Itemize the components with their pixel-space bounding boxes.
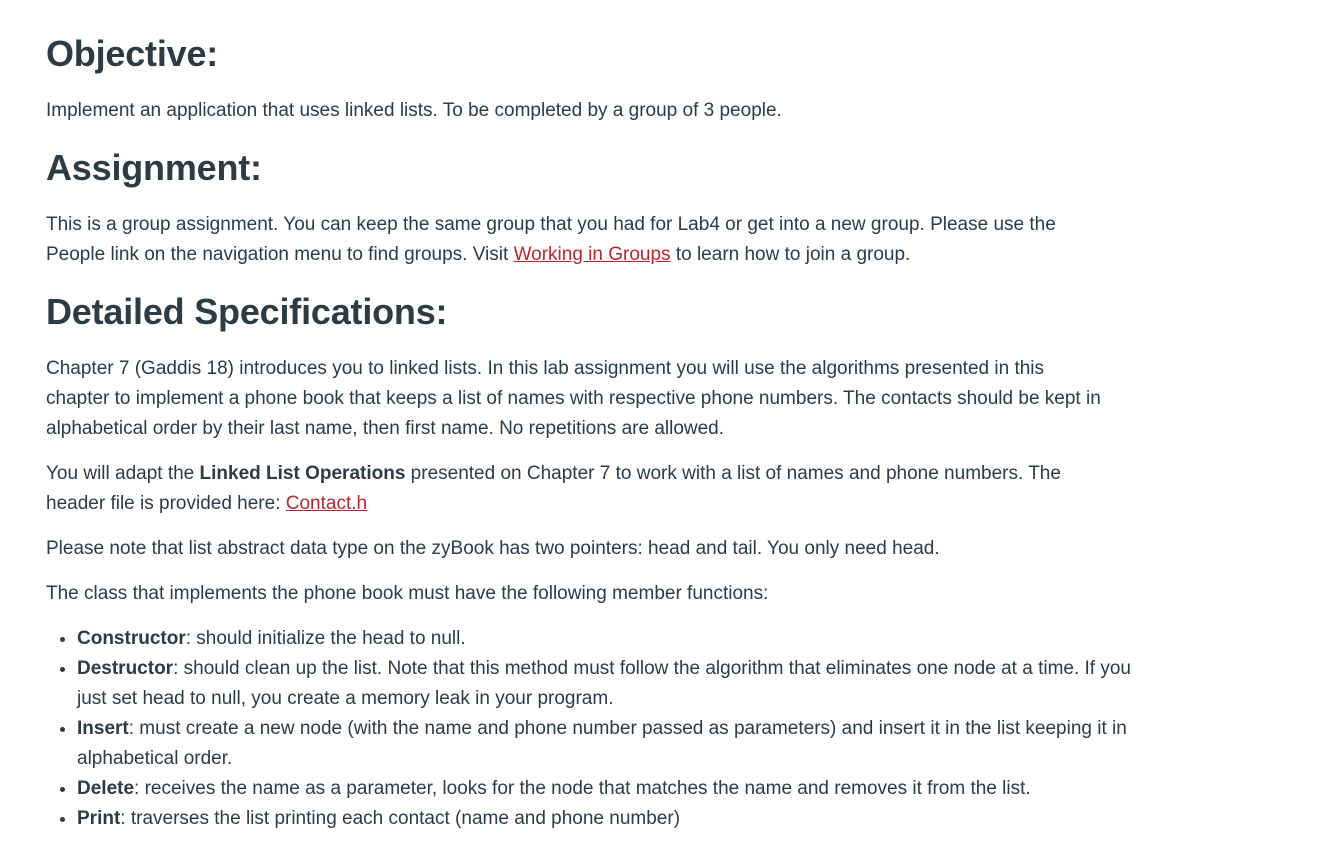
member-desc: : should initialize the head to null. xyxy=(185,628,466,649)
objective-heading: Objective: xyxy=(46,33,219,74)
member-name: Print xyxy=(77,808,121,829)
detailed-paragraph-2-start: You will adapt the xyxy=(46,463,200,484)
member-functions-list xyxy=(46,624,1137,834)
objective-text: Implement an application that uses linked lists. To be completed by a group of 3 people. xyxy=(46,100,782,121)
member-name: Delete xyxy=(77,778,135,799)
contact-h-link[interactable]: Contact.h xyxy=(285,493,368,514)
member-desc: : traverses the list printing each contact (name and phone number) xyxy=(120,808,681,829)
detailed-paragraph-3: Please note that list abstract data type on the zyBook has two pointers: head and tail. You only need head. xyxy=(46,538,940,559)
assignment-heading: Assignment: xyxy=(46,147,262,188)
assignment-text-before-link: This is a group assignment. You can keep the same group that you had for Lab4 or get into a new group. Please use the People link on the navigation menu to find groups. Visit xyxy=(46,214,1056,265)
member-desc: : must create a new node (with the name and phone number passed as parameters) and insert it in the list keeping it in alphabetical order. xyxy=(77,718,1127,769)
detailed-paragraph-4: The class that implements the phone book must have the following member functions: xyxy=(46,583,769,604)
detailed-specifications-heading: Detailed Specifications: xyxy=(46,291,448,332)
detailed-paragraph-1: Chapter 7 (Gaddis 18) introduces you to linked lists. In this lab assignment you will use the algorithms presented in this chapter to implement a phone book that keeps a list of names with respective phone numbers. The contacts should be kept in alphabetical order by their last name, then first name. No repetitions are allowed. xyxy=(46,358,1101,439)
list-item-destructor xyxy=(77,654,1137,714)
list-item-insert xyxy=(77,714,1137,774)
member-name: Constructor xyxy=(77,628,186,649)
assignment-text xyxy=(46,210,1106,270)
member-desc: : receives the name as a parameter, looks for the node that matches the name and removes it from the list. xyxy=(134,778,1031,799)
list-item-delete xyxy=(77,774,1137,804)
detailed-paragraph-2 xyxy=(46,459,1106,519)
member-name: Insert xyxy=(77,718,129,739)
list-item-print xyxy=(77,804,1137,834)
member-name: Destructor xyxy=(77,658,174,679)
working-in-groups-link[interactable]: Working in Groups xyxy=(513,244,671,265)
list-item-constructor xyxy=(77,624,1137,654)
detailed-paragraph-2-middle: presented on Chapter 7 to work with a list of names and phone numbers. The header file is provided here: xyxy=(46,463,1061,514)
member-desc: : should clean up the list. Note that this method must follow the algorithm that eliminates one node at a time. If you just set head to null, you create a memory leak in your program. xyxy=(77,658,1131,709)
linked-list-operations-bold: Linked List Operations xyxy=(199,463,406,484)
assignment-text-after-link: to learn how to join a group. xyxy=(670,244,911,265)
